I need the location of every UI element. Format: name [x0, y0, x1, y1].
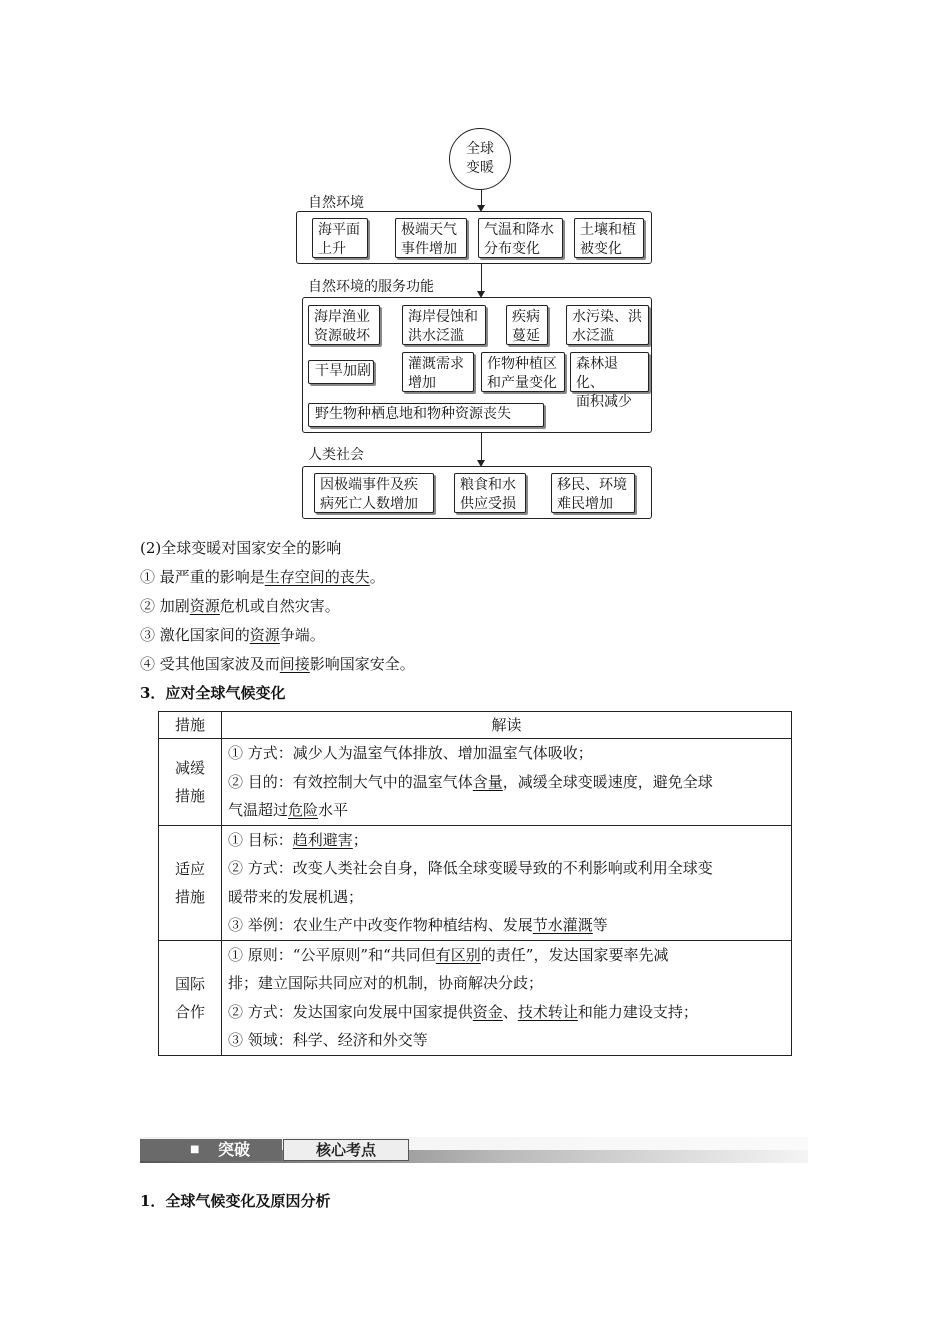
table-header-row — [159, 712, 792, 739]
text: ① 目标： — [228, 830, 293, 849]
security-line-1 — [140, 566, 385, 587]
table-row — [159, 940, 792, 1055]
security-line-2 — [140, 595, 340, 616]
text-line: ① 方式：减少人为温室气体排放、增加温室气体吸收； — [228, 744, 593, 762]
row-content-mitigation — [222, 739, 792, 826]
underlined-answer: 资源 — [189, 597, 220, 615]
panel-natural-env — [296, 211, 652, 264]
row-label-cooperation: 国际 合作 — [159, 940, 222, 1055]
text: 气温超过 — [228, 801, 289, 819]
header-interpretation: 解读 — [222, 712, 792, 739]
text: ④ 受其他国家波及而 — [140, 655, 280, 673]
box-coastal-fishery: 海岸渔业 资源破坏 — [308, 305, 380, 345]
section-banner — [140, 1137, 808, 1163]
text: ② 加剧 — [140, 597, 190, 615]
security-line-4 — [140, 653, 415, 674]
text-line — [228, 941, 785, 970]
text: 等 — [592, 916, 608, 934]
text: 和能力建设支持； — [577, 1002, 698, 1021]
table-row — [159, 739, 792, 826]
text: ③ 激化国家间的 — [140, 626, 250, 644]
text-line: ② 方式：改变人类社会自身，降低全球变暖导致的不利影响或利用全球变 — [228, 859, 713, 877]
text: ① 原则：“公平原则”和“共同但 — [228, 945, 436, 964]
underlined-answer: 有区别 — [435, 945, 481, 964]
measures-table — [158, 711, 792, 1056]
banner-tag-breakthrough — [140, 1139, 282, 1161]
box-disease-spread: 疾病 蔓延 — [506, 305, 548, 345]
box-crop-change: 作物种植区 和产量变化 — [481, 352, 565, 392]
text: 。 — [369, 568, 385, 586]
underlined-answer: 危险 — [288, 801, 319, 819]
arrow-3 — [481, 433, 482, 463]
box-forest-degradation: 森林退化、 面积减少 — [570, 352, 649, 392]
text: 的责任”，发达国家要率先减 — [480, 945, 669, 964]
text: ③ 举例：农业生产中改变作物种植结构、发展 — [228, 916, 533, 934]
text: 水平 — [318, 801, 349, 819]
box-water-pollution: 水污染、洪 水泛滥 — [566, 305, 649, 345]
panel-human-society — [302, 466, 652, 519]
text: ，减缓全球变暖速度，避免全球 — [502, 772, 713, 791]
underlined-answer: 间接 — [279, 655, 310, 673]
box-coastal-erosion: 海岸侵蚀和 洪水泛滥 — [402, 305, 486, 345]
box-sea-level-rise: 海平面 上升 — [312, 218, 368, 258]
box-deaths-increase: 因极端事件及疾 病死亡人数增加 — [314, 473, 434, 513]
underlined-answer: 趋利避害 — [292, 830, 353, 849]
text-line: 暖带来的发展机遇； — [228, 887, 364, 906]
box-temp-precip-change: 气温和降水 分布变化 — [478, 218, 563, 258]
row-label-mitigation: 减缓 措施 — [159, 739, 222, 826]
text: ； — [352, 830, 368, 849]
panel-service-function — [302, 297, 652, 433]
text: 、 — [502, 1002, 518, 1021]
security-title: (2)全球变暖对国家安全的影响 — [140, 539, 342, 557]
table-row — [159, 825, 792, 940]
row-content-cooperation — [222, 940, 792, 1055]
row-content-adaptation — [222, 825, 792, 940]
underlined-answer: 生存空间的丧失 — [264, 568, 370, 586]
banner-tag-text: 突破 — [218, 1140, 251, 1159]
text: ② 目的：有效控制大气中的温室气体 — [228, 772, 473, 791]
text-line — [228, 796, 785, 825]
section-heading-response: 3．应对全球气候变化 — [140, 684, 286, 702]
box-drought: 干旱加剧 — [308, 360, 374, 384]
text: ② 方式：发达国家向发展中国家提供 — [228, 1002, 473, 1021]
underlined-answer: 资源 — [249, 626, 280, 644]
underlined-answer: 技术转让 — [517, 1002, 578, 1021]
box-wildlife-habitat: 野生物种栖息地和物种资源丧失 — [308, 403, 544, 427]
underlined-answer: 节水灌溉 — [532, 916, 593, 934]
text: ① 最严重的影响是 — [140, 568, 265, 586]
text: 影响国家安全。 — [309, 655, 415, 673]
underlined-answer: 含量 — [472, 772, 503, 791]
bullet-icon: ■ — [190, 1144, 200, 1155]
box-irrigation-demand: 灌溉需求 增加 — [402, 352, 474, 392]
text-line — [228, 826, 785, 855]
text-line — [228, 768, 785, 797]
section-title-service-function: 自然环境的服务功能 — [308, 279, 434, 295]
box-refugees: 移民、环境 难民增加 — [551, 473, 635, 513]
text-line — [228, 911, 785, 940]
box-extreme-weather: 极端天气 事件增加 — [395, 218, 467, 258]
text-line — [228, 998, 785, 1027]
text: 危机或自然灾害。 — [219, 597, 340, 615]
text: 争端。 — [279, 626, 325, 644]
text-line: ③ 领域：科学、经济和外交等 — [228, 1031, 428, 1049]
box-soil-vegetation-change: 土壤和植 被变化 — [574, 218, 644, 258]
center-node-global-warming: 全球 变暖 — [449, 128, 511, 190]
banner-tag-core-points: 核心考点 — [283, 1139, 409, 1161]
underlined-answer: 资金 — [472, 1002, 503, 1021]
arrow-2 — [481, 264, 482, 294]
section-title-human-society: 人类社会 — [308, 447, 364, 463]
bottom-heading: 1．全球气候变化及原因分析 — [140, 1192, 331, 1210]
section-title-natural-env: 自然环境 — [308, 195, 364, 211]
security-line-3 — [140, 624, 325, 645]
header-measure: 措施 — [159, 712, 222, 739]
text-line: 排；建立国际共同应对的机制，协商解决分歧； — [228, 974, 544, 992]
row-label-adaptation: 适应 措施 — [159, 825, 222, 940]
box-food-water: 粮食和水 供应受损 — [454, 473, 526, 513]
